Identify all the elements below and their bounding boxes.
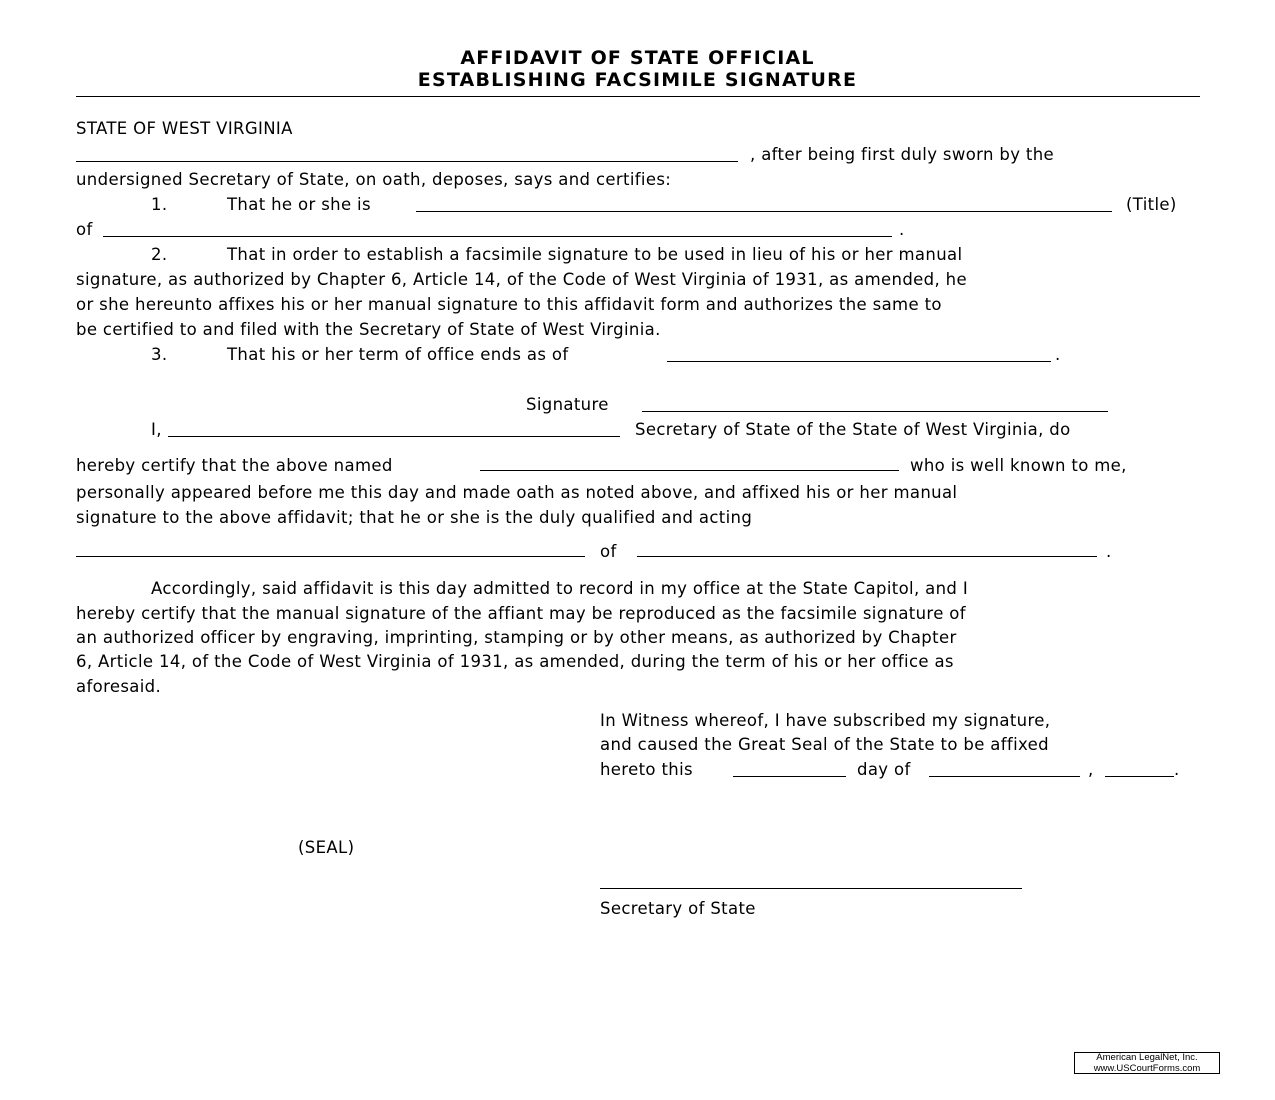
item2-line1: That in order to establish a facsimile signature to be used in lieu of his or her manual: [227, 245, 963, 264]
office-blank[interactable]: [103, 236, 892, 237]
certification-line4: signature to the above affidavit; that he or she is the duly qualified and acting: [76, 508, 753, 527]
item1-text: That he or she is: [227, 195, 371, 214]
signature-label: Signature: [526, 395, 609, 414]
official-title-blank[interactable]: [76, 556, 585, 557]
witness-year-blank[interactable]: [1105, 776, 1174, 777]
item2-line3: or she hereunto affixes his or her manual signature to this affidavit form and authorizes the same to: [76, 295, 942, 314]
term-end-blank[interactable]: [667, 361, 1051, 362]
official-office-blank[interactable]: [637, 556, 1097, 557]
seal-label: (SEAL): [298, 838, 355, 857]
intro-line2: undersigned Secretary of State, on oath, deposes, says and certifies:: [76, 170, 672, 189]
certification-i-label: I,: [151, 420, 162, 439]
witness-comma: ,: [1088, 760, 1094, 779]
state-label: STATE OF WEST VIRGINIA: [76, 119, 293, 138]
accordingly-line4: 6, Article 14, of the Code of West Virginia of 1931, as amended, during the term of his or her office as: [76, 652, 954, 671]
title-divider: [76, 96, 1200, 97]
title-label: (Title): [1126, 195, 1177, 214]
witness-month-blank[interactable]: [929, 776, 1080, 777]
named-person-blank[interactable]: [480, 470, 899, 471]
witness-line2: and caused the Great Seal of the State to be affixed: [600, 735, 1049, 754]
item1-period: .: [899, 220, 905, 239]
item2-number: 2.: [151, 245, 168, 264]
certification-line3: personally appeared before me this day and made oath as noted above, and affixed his or her manual: [76, 483, 958, 502]
document-title-line2: ESTABLISHING FACSIMILE SIGNATURE: [417, 69, 858, 91]
item3-number: 3.: [151, 345, 168, 364]
witness-line1: In Witness whereof, I have subscribed my signature,: [600, 711, 1051, 730]
witness-day-blank[interactable]: [733, 776, 846, 777]
affiant-signature-blank[interactable]: [642, 411, 1108, 412]
document-title-line1: AFFIDAVIT OF STATE OFFICIAL: [460, 47, 815, 69]
item1-number: 1.: [151, 195, 168, 214]
after-sworn-text: , after being first duly sworn by the: [750, 145, 1055, 164]
well-known-text: who is well known to me,: [910, 456, 1127, 475]
item1-of-label: of: [76, 220, 93, 239]
witness-period: .: [1174, 760, 1180, 779]
certification-of-label: of: [600, 542, 617, 561]
witness-hereto-this: hereto this: [600, 760, 693, 779]
accordingly-line2: hereby certify that the manual signature of the affiant may be reproduced as the facsimile signature of: [76, 604, 966, 623]
publisher-name: American LegalNet, Inc.: [1096, 1052, 1198, 1063]
secretary-name-blank[interactable]: [168, 436, 620, 437]
secretary-text: Secretary of State of the State of West Virginia, do: [635, 420, 1071, 439]
accordingly-line3: an authorized officer by engraving, imprinting, stamping or by other means, as authorized by Chapter: [76, 628, 957, 647]
secretary-signature-blank[interactable]: [600, 888, 1022, 889]
item2-line4: be certified to and filed with the Secretary of State of West Virginia.: [76, 320, 661, 339]
accordingly-line1: Accordingly, said affidavit is this day admitted to record in my office at the State Capitol, and I: [151, 579, 969, 598]
certification-period: .: [1106, 542, 1112, 561]
title-blank[interactable]: [416, 211, 1112, 212]
secretary-of-state-label: Secretary of State: [600, 899, 756, 918]
publisher-stamp: [1074, 1052, 1220, 1074]
accordingly-line5: aforesaid.: [76, 677, 162, 696]
affiant-name-blank[interactable]: [76, 161, 738, 162]
item2-line2: signature, as authorized by Chapter 6, Article 14, of the Code of West Virginia of 1931, as amended, he: [76, 270, 967, 289]
hereby-named-text: hereby certify that the above named: [76, 456, 393, 475]
witness-day-of: day of: [857, 760, 911, 779]
item3-period: .: [1055, 345, 1061, 364]
item3-text: That his or her term of office ends as of: [227, 345, 569, 364]
publisher-website: www.USCourtForms.com: [1093, 1062, 1201, 1074]
